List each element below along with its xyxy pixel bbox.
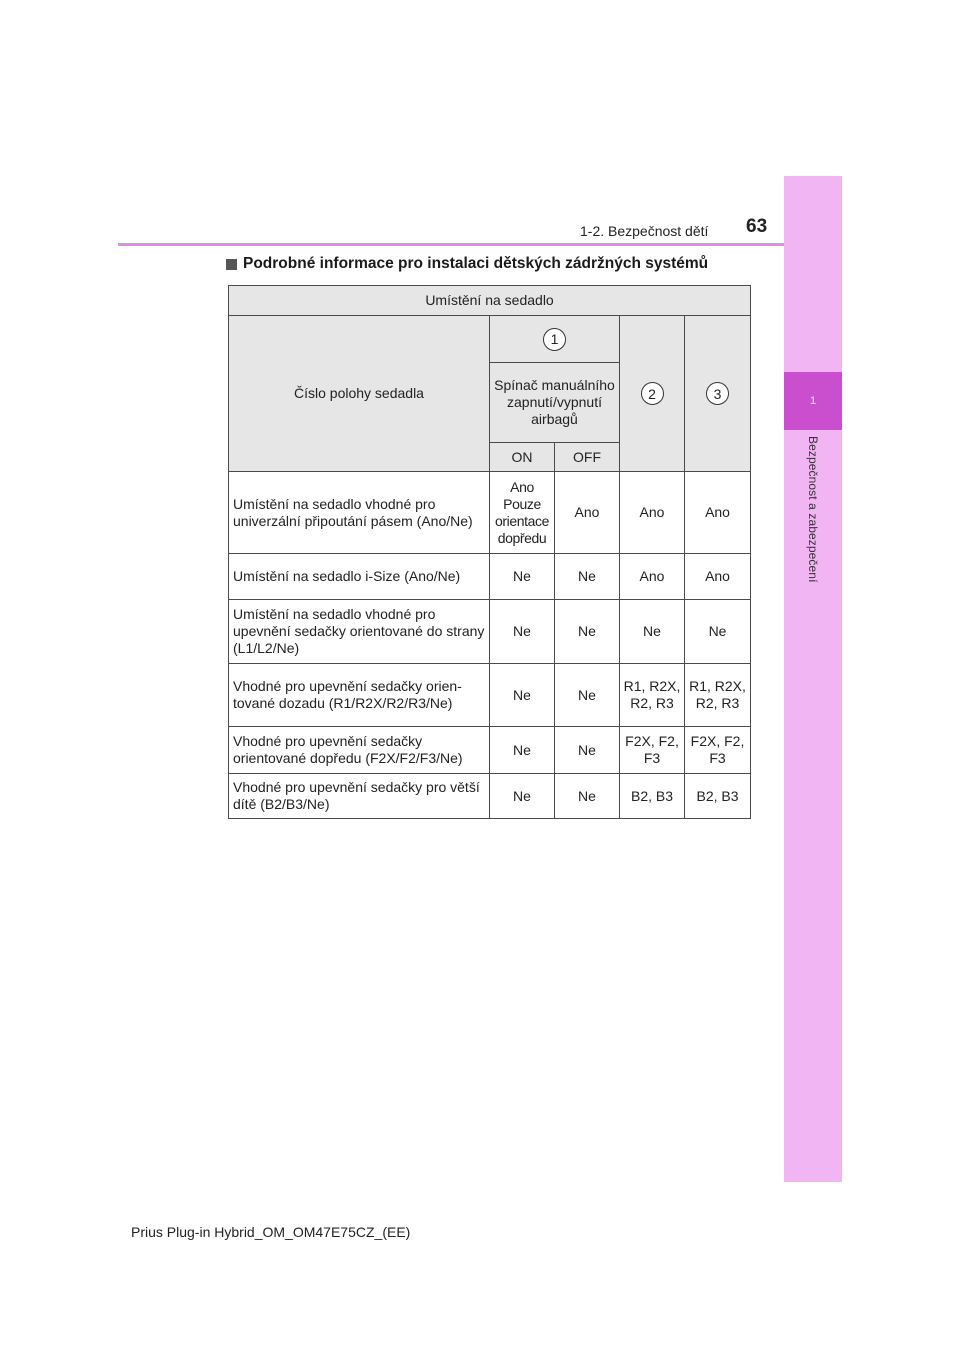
row-value: Ano — [685, 554, 751, 600]
row-value: Ano — [555, 472, 620, 554]
row-value: Ne — [555, 554, 620, 600]
row-label: Vhodné pro upevnění sedačky pro větší dítě (B2/B3/Ne) — [229, 774, 490, 819]
switch-on-label: ON — [490, 443, 555, 472]
seat-position-label: Číslo polohy sedadla — [229, 316, 490, 472]
row-label: Vhodné pro upevnění sedačky orientované dopředu (F2X/F2/F3/Ne) — [229, 727, 490, 774]
row-value: B2, B3 — [620, 774, 685, 819]
chapter-title: Bezpečnost a zabezpečení — [806, 436, 820, 583]
table-row — [229, 774, 751, 819]
row-value: Ano — [620, 554, 685, 600]
child-seat-table — [228, 285, 751, 819]
section-title-text: Podrobné informace pro instalaci dětských zádržných systémů — [243, 255, 709, 272]
seat-3-cell — [685, 316, 751, 472]
square-bullet-icon — [226, 259, 237, 270]
row-value: Ne — [490, 554, 555, 600]
row-value: Ne — [555, 664, 620, 727]
seat-number-row — [229, 316, 751, 363]
row-value: F2X, F2, F3 — [685, 727, 751, 774]
table-row — [229, 472, 751, 554]
row-value: Ne — [555, 600, 620, 664]
seating-header: Umístění na sedadlo — [229, 286, 751, 316]
row-value: R1, R2X, R2, R3 — [620, 664, 685, 727]
seat-1-circle-icon: 1 — [543, 328, 566, 351]
document-footer: Prius Plug-in Hybrid_OM_OM47E75CZ_(EE) — [131, 1224, 411, 1240]
table-row — [229, 664, 751, 727]
table-header-row — [229, 286, 751, 316]
chapter-tab — [784, 176, 842, 1182]
row-value: R1, R2X, R2, R3 — [685, 664, 751, 727]
row-value: Ne — [620, 600, 685, 664]
row-value: Ano — [685, 472, 751, 554]
row-value: Ne — [685, 600, 751, 664]
row-value: Ne — [555, 727, 620, 774]
row-label: Umístění na sedadlo i-Size (Ano/Ne) — [229, 554, 490, 600]
row-value: Ne — [490, 727, 555, 774]
row-value: B2, B3 — [685, 774, 751, 819]
seat-1-cell — [490, 316, 620, 363]
row-value: Ne — [490, 600, 555, 664]
seat-2-cell — [620, 316, 685, 472]
seat-3-circle-icon: 3 — [706, 382, 729, 405]
row-value: Ano Pouze orientace dopředu — [490, 472, 555, 554]
seat-2-circle-icon: 2 — [641, 382, 664, 405]
row-value: Ne — [555, 774, 620, 819]
header-divider — [118, 243, 784, 246]
section-title — [226, 255, 708, 273]
row-value: Ne — [490, 774, 555, 819]
row-value: Ano — [620, 472, 685, 554]
section-header: 1-2. Bezpečnost dětí — [580, 223, 709, 239]
row-label: Vhodné pro upevnění sedačky orien-tované dozadu (R1/R2X/R2/R3/Ne) — [229, 664, 490, 727]
table-row — [229, 554, 751, 600]
row-value: F2X, F2, F3 — [620, 727, 685, 774]
row-label: Umístění na sedadlo vhodné pro upevnění sedačky orientované do strany (L1/L2/Ne) — [229, 600, 490, 664]
row-label: Umístění na sedadlo vhodné pro univerzální připoutání pásem (Ano/Ne) — [229, 472, 490, 554]
chapter-title-wrapper — [784, 436, 842, 656]
page-number: 63 — [746, 216, 768, 237]
table-row — [229, 600, 751, 664]
row-value: Ne — [490, 664, 555, 727]
table-row — [229, 727, 751, 774]
airbag-switch-label: Spínač manuálního zapnutí/vypnutí airbagů — [490, 363, 620, 443]
chapter-number: 1 — [784, 372, 842, 430]
switch-off-label: OFF — [555, 443, 620, 472]
